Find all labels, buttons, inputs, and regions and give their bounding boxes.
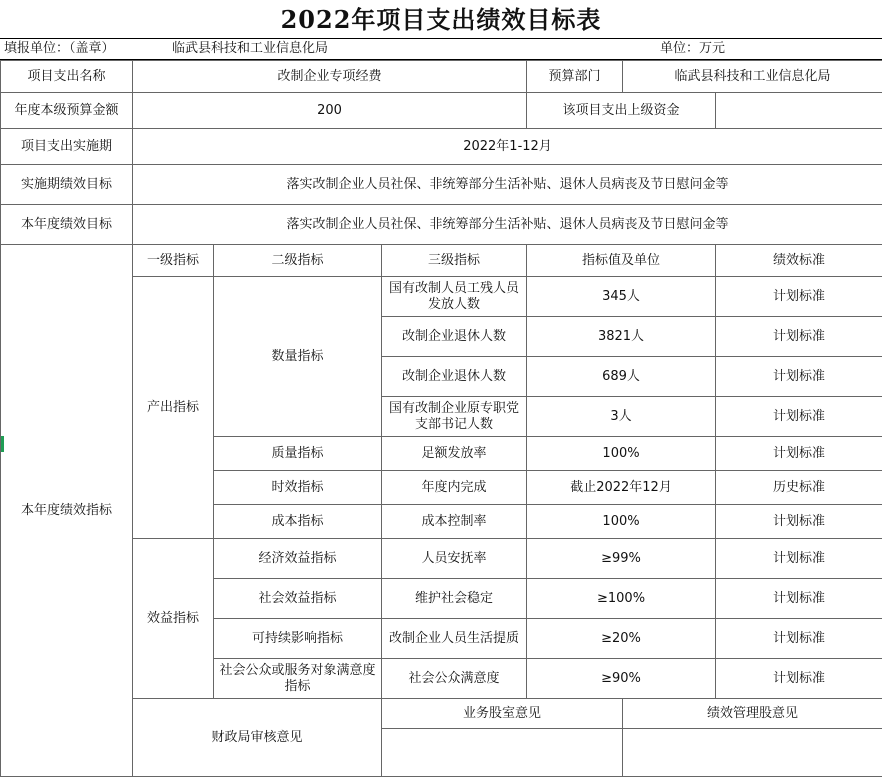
standard-cell: 计划标准 xyxy=(716,539,882,579)
review-header-row xyxy=(1,699,882,729)
header-level2: 二级指标 xyxy=(214,245,382,277)
standard-cell: 计划标准 xyxy=(716,357,882,397)
goal-year-label: 本年度绩效目标 xyxy=(1,205,133,245)
header-level1: 一级指标 xyxy=(133,245,214,277)
value-cell: ≥20% xyxy=(527,619,716,659)
standard-cell: 计划标准 xyxy=(716,317,882,357)
level3-cell: 改制企业人员生活提质 xyxy=(382,619,527,659)
level3-cell: 国有改制企业原专职党支部书记人数 xyxy=(382,397,527,437)
performance-review-label: 绩效管理股意见 xyxy=(623,699,882,729)
superior-fund-value xyxy=(716,93,882,129)
goal-period-value: 落实改制企业人员社保、非统筹部分生活补贴、退休人员病丧及节日慰问金等 xyxy=(133,165,882,205)
money-unit: 单位：万元 xyxy=(660,41,726,56)
level3-cell: 社会公众满意度 xyxy=(382,659,527,699)
dept-label: 预算部门 xyxy=(527,61,623,93)
standard-cell: 计划标准 xyxy=(716,579,882,619)
standard-cell: 计划标准 xyxy=(716,397,882,437)
level3-cell: 足额发放率 xyxy=(382,437,527,471)
value-cell: 100% xyxy=(527,505,716,539)
indicator-header-row xyxy=(1,245,882,277)
value-cell: 3821人 xyxy=(527,317,716,357)
business-review-label: 业务股室意见 xyxy=(382,699,623,729)
superior-fund-label: 该项目支出上级资金 xyxy=(527,93,716,129)
page-title: 2022年项目支出绩效目标表 xyxy=(280,5,602,34)
value-cell: 3人 xyxy=(527,397,716,437)
level3-cell: 国有改制人员工残人员发放人数 xyxy=(382,277,527,317)
value-cell: ≥99% xyxy=(527,539,716,579)
indicator-section-label: 本年度绩效指标 xyxy=(1,245,133,777)
goal-year-value: 落实改制企业人员社保、非统筹部分生活补贴、退休人员病丧及节日慰问金等 xyxy=(133,205,882,245)
value-cell: 689人 xyxy=(527,357,716,397)
performance-review-field[interactable] xyxy=(623,729,882,777)
level2-cell: 成本指标 xyxy=(214,505,382,539)
output-label: 产出指标 xyxy=(133,277,214,539)
standard-cell: 计划标准 xyxy=(716,277,882,317)
dept-value: 临武县科技和工业信息化局 xyxy=(623,61,882,93)
header-level3: 三级指标 xyxy=(382,245,527,277)
standard-cell: 历史标准 xyxy=(716,471,882,505)
review-label: 财政局审核意见 xyxy=(133,699,382,777)
standard-cell: 计划标准 xyxy=(716,437,882,471)
period-label: 项目支出实施期 xyxy=(1,129,133,165)
budget-label: 年度本级预算金额 xyxy=(1,93,133,129)
table-row xyxy=(1,205,882,245)
level2-cell: 时效指标 xyxy=(214,471,382,505)
value-cell: 截止2022年12月 xyxy=(527,471,716,505)
unit-value: 临武县科技和工业信息化局 xyxy=(172,41,329,56)
performance-table xyxy=(0,60,882,777)
quantity-label: 数量指标 xyxy=(214,277,382,437)
value-cell: ≥90% xyxy=(527,659,716,699)
level2-cell: 质量指标 xyxy=(214,437,382,471)
benefit-label: 效益指标 xyxy=(133,539,214,699)
table-row xyxy=(1,61,882,93)
level2-cell: 社会效益指标 xyxy=(214,579,382,619)
level2-cell: 社会公众或服务对象满意度指标 xyxy=(214,659,382,699)
level2-cell: 可持续影响指标 xyxy=(214,619,382,659)
level3-cell: 改制企业退休人数 xyxy=(382,317,527,357)
level3-cell: 人员安抚率 xyxy=(382,539,527,579)
value-cell: 100% xyxy=(527,437,716,471)
standard-cell: 计划标准 xyxy=(716,505,882,539)
table-row xyxy=(1,165,882,205)
business-review-field[interactable] xyxy=(382,729,623,777)
level3-cell: 成本控制率 xyxy=(382,505,527,539)
standard-cell: 计划标准 xyxy=(716,659,882,699)
table-row xyxy=(1,539,882,579)
title-divider xyxy=(0,38,882,39)
value-cell: 345人 xyxy=(527,277,716,317)
project-name-value: 改制企业专项经费 xyxy=(133,61,527,93)
period-value: 2022年1-12月 xyxy=(133,129,882,165)
project-name-label: 项目支出名称 xyxy=(1,61,133,93)
unit-label: 填报单位：（盖章） xyxy=(4,41,115,56)
standard-cell: 计划标准 xyxy=(716,619,882,659)
level3-cell: 维护社会稳定 xyxy=(382,579,527,619)
header-value: 指标值及单位 xyxy=(527,245,716,277)
level3-cell: 改制企业退休人数 xyxy=(382,357,527,397)
table-row xyxy=(1,277,882,317)
table-row xyxy=(1,93,882,129)
level3-cell: 年度内完成 xyxy=(382,471,527,505)
budget-value: 200 xyxy=(133,93,527,129)
value-cell: ≥100% xyxy=(527,579,716,619)
level2-cell: 经济效益指标 xyxy=(214,539,382,579)
header-standard: 绩效标准 xyxy=(716,245,882,277)
table-row xyxy=(1,129,882,165)
goal-period-label: 实施期绩效目标 xyxy=(1,165,133,205)
